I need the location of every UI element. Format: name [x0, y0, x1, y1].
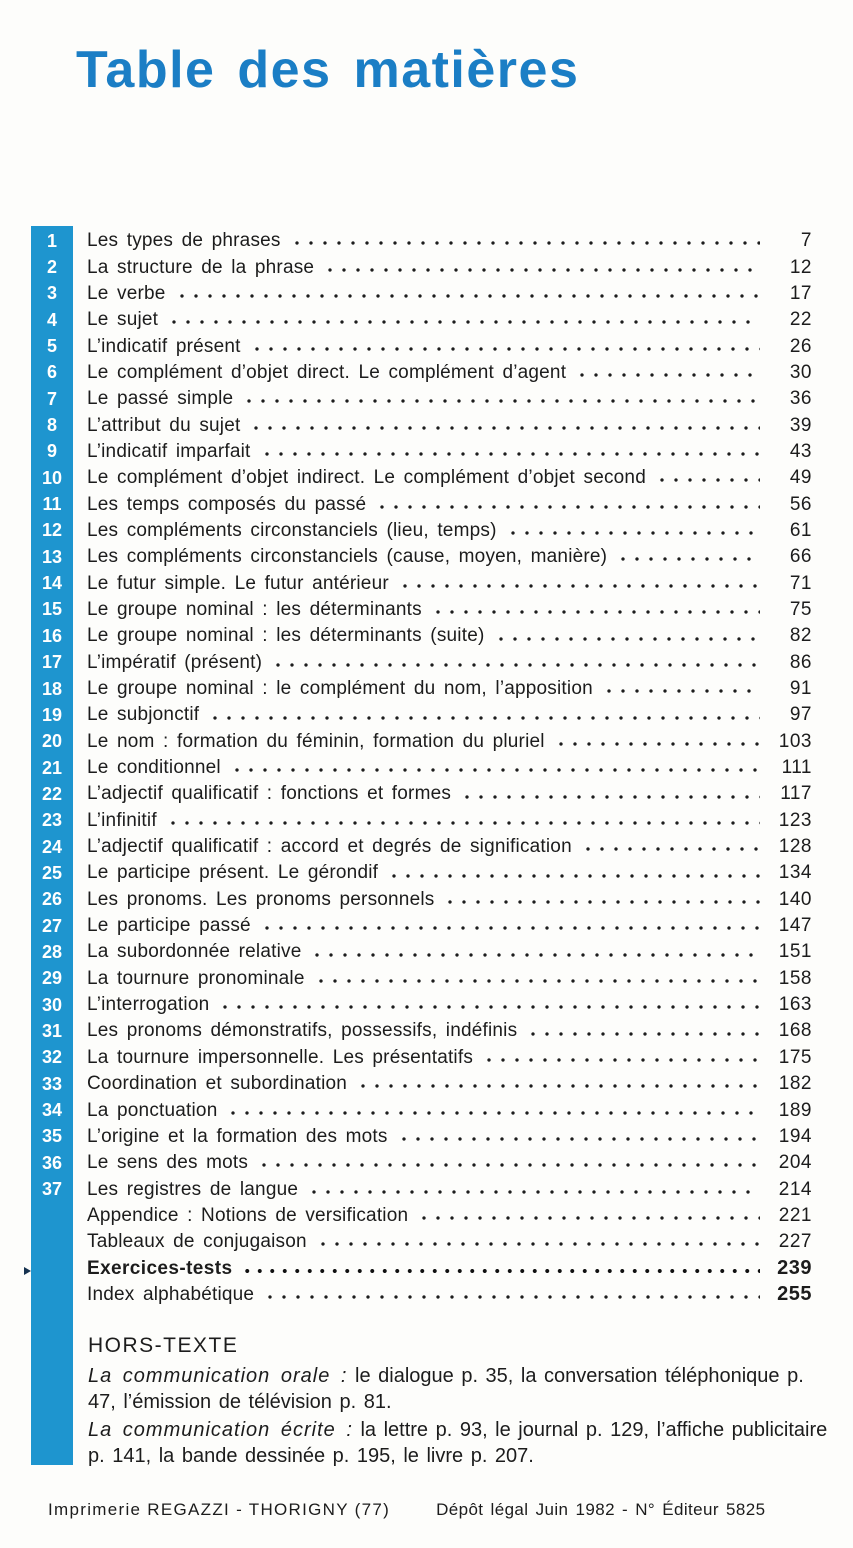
dot-leader [307, 1176, 760, 1202]
toc-row [31, 834, 812, 860]
dot-leader [314, 966, 760, 992]
toc-row [31, 570, 812, 596]
chapter-number-badge: 19 [41, 704, 63, 725]
chapter-number-badge: 31 [41, 1020, 63, 1041]
toc-row [31, 887, 812, 913]
marker-arrow-icon [24, 1267, 31, 1275]
chapter-number-badge: 18 [41, 678, 63, 699]
dot-leader [260, 439, 761, 465]
dot-leader [655, 465, 760, 491]
dot-leader [290, 228, 760, 254]
toc-row [31, 966, 812, 992]
toc-row [31, 254, 812, 280]
dot-leader [310, 939, 760, 965]
toc-entry-title: Le verbe [87, 282, 166, 304]
toc-page-number: 140 [778, 888, 812, 910]
dot-leader [260, 913, 760, 939]
toc-row [31, 518, 812, 544]
toc-entry-title: Les temps composés du passé [87, 493, 367, 515]
dot-leader [494, 623, 761, 649]
chapter-number-badge: 15 [41, 599, 63, 620]
dot-leader [323, 254, 760, 280]
toc-entry-title: Le complément d’objet indirect. Le complément d’objet second [87, 467, 646, 489]
toc-row [31, 439, 812, 465]
chapter-number-badge: 37 [41, 1179, 63, 1200]
toc-entry-title: Le sens des mots [87, 1152, 249, 1174]
chapter-number-badge: 11 [42, 494, 62, 515]
toc-row [31, 1282, 812, 1308]
toc-row [31, 1150, 812, 1176]
dot-leader [575, 360, 760, 386]
dot-leader [241, 1255, 760, 1281]
toc-entry-title: Coordination et subordination [87, 1073, 348, 1095]
dot-leader [356, 1071, 760, 1097]
toc-row [31, 1203, 812, 1229]
chapter-number-badge: 20 [41, 731, 63, 752]
dot-leader [175, 281, 760, 307]
toc-entry-title: L’indicatif présent [87, 335, 241, 357]
chapter-number-badge: 5 [46, 336, 57, 357]
toc-entry-title: La tournure impersonnelle. Les présentatifs [87, 1046, 474, 1068]
toc-row [31, 860, 812, 886]
dot-leader [257, 1150, 760, 1176]
toc-row [31, 491, 812, 517]
dot-leader [616, 544, 760, 570]
toc-row [31, 412, 812, 438]
toc-row [31, 1255, 812, 1281]
dot-leader [602, 676, 760, 702]
toc-entry-title: Le subjonctif [87, 704, 200, 726]
dot-leader [230, 755, 760, 781]
dot-leader [397, 1124, 760, 1150]
toc-entry-title: Le conditionnel [87, 757, 221, 779]
toc-page-number: 22 [789, 309, 812, 331]
dot-leader [226, 1097, 760, 1123]
toc-row [31, 1071, 812, 1097]
toc-row [31, 1176, 812, 1202]
toc-row [31, 1045, 812, 1071]
chapter-number-badge: 22 [41, 783, 63, 804]
chapter-number-badge: 14 [41, 573, 63, 594]
page-title: Table des matières [76, 41, 580, 99]
chapter-number-badge: 2 [46, 257, 57, 278]
toc-entry-title: L’impératif (présent) [87, 651, 263, 673]
toc-page-number: 221 [778, 1204, 812, 1226]
dot-leader [460, 781, 760, 807]
toc-entry-title: Le passé simple [87, 388, 234, 410]
dot-leader [316, 1229, 760, 1255]
toc-entry-title: Index alphabétique [87, 1283, 255, 1305]
toc-page-number: 163 [778, 994, 812, 1016]
toc-page-number: 182 [778, 1073, 812, 1095]
toc-entry-title: Les pronoms. Les pronoms personnels [87, 888, 435, 910]
toc-page-number: 97 [789, 704, 812, 726]
toc-row [31, 781, 812, 807]
chapter-number-badge: 24 [41, 836, 63, 857]
toc-page-number: 194 [778, 1125, 812, 1147]
toc-entry-title: Le groupe nominal : les déterminants [87, 598, 422, 620]
chapter-number-badge: 34 [41, 1100, 63, 1121]
chapter-number-badge: 12 [41, 520, 63, 541]
dot-leader [581, 834, 760, 860]
imprint-footer [48, 1500, 808, 1520]
toc-row [31, 307, 812, 333]
toc-row [31, 623, 812, 649]
dot-leader [482, 1045, 760, 1071]
toc-page-number: 66 [789, 546, 812, 568]
toc-page-number: 17 [789, 282, 812, 304]
toc-page-number: 123 [778, 809, 812, 831]
chapter-number-badge: 7 [46, 388, 57, 409]
toc-page-number: 39 [789, 414, 812, 436]
toc-row [31, 281, 812, 307]
toc-row [31, 755, 812, 781]
toc-row [31, 808, 812, 834]
toc-entry-title: L’interrogation [87, 994, 210, 1016]
toc-entry-title: Le complément d’objet direct. Le complément d’agent [87, 361, 567, 383]
toc-entry-title: La ponctuation [87, 1099, 218, 1121]
chapter-number-badge: 3 [46, 283, 57, 304]
toc-page-number: 111 [781, 757, 812, 779]
toc-page-number: 117 [780, 783, 812, 805]
hors-texte-ecrite [88, 1417, 830, 1469]
toc-entry-title: L’attribut du sujet [87, 414, 241, 436]
chapter-number-badge: 36 [41, 1152, 63, 1173]
toc-row [31, 333, 812, 359]
dot-leader [443, 887, 760, 913]
toc-row [31, 913, 812, 939]
toc-page-number: 147 [778, 915, 812, 937]
hors-texte-section [88, 1334, 830, 1471]
toc-page-number: 56 [789, 493, 812, 515]
toc-page-number: 86 [789, 651, 812, 673]
toc-page-number: 134 [778, 862, 812, 884]
chapter-number-badge: 6 [46, 362, 57, 383]
toc-entry-title: L’infinitif [87, 809, 157, 831]
toc-page-number: 168 [778, 1020, 812, 1042]
toc-entry-title: L’indicatif imparfait [87, 440, 251, 462]
toc-page-number: 151 [778, 941, 812, 963]
chapter-number-badge: 10 [41, 467, 63, 488]
chapter-number-badge: 29 [41, 968, 63, 989]
toc-page-number: 30 [789, 361, 812, 383]
toc-page-number: 61 [789, 519, 812, 541]
chapter-number-badge: 23 [41, 810, 63, 831]
toc-page-number: 189 [778, 1099, 812, 1121]
toc-page-number: 26 [789, 335, 812, 357]
dot-leader [554, 729, 760, 755]
chapter-number-badge: 35 [41, 1126, 63, 1147]
imprint-printer: Imprimerie REGAZZI - THORIGNY (77) [48, 1500, 391, 1519]
hors-texte-oral-text: le dialogue p. 35, la conversation téléphonique p. 47, l’émission de télévision p. 81. [88, 1365, 804, 1413]
toc-entry-title: Le groupe nominal : le complément du nom, l’apposition [87, 678, 593, 700]
toc-row [31, 465, 812, 491]
dot-leader [218, 992, 760, 1018]
toc-entry-title: L’adjectif qualificatif : fonctions et formes [87, 783, 452, 805]
chapter-number-badge: 32 [41, 1047, 63, 1068]
toc-page-number: 128 [778, 836, 812, 858]
toc-entry-title: Le groupe nominal : les déterminants (suite) [87, 625, 485, 647]
toc-row [31, 1229, 812, 1255]
chapter-number-badge: 30 [41, 994, 63, 1015]
chapter-number-badge: 17 [41, 652, 63, 673]
dot-leader [431, 597, 760, 623]
toc-page-number: 91 [789, 678, 812, 700]
toc-entry-title: Tableaux de conjugaison [87, 1231, 307, 1253]
chapter-number-badge: 8 [46, 415, 57, 436]
toc-entry-title: Appendice : Notions de versification [87, 1204, 409, 1226]
dot-leader [242, 386, 760, 412]
toc-entry-title: Le participe présent. Le gérondif [87, 862, 379, 884]
toc-entry-title: Le futur simple. Le futur antérieur [87, 572, 389, 594]
toc-page-number: 255 [777, 1283, 812, 1306]
dot-leader [250, 333, 760, 359]
chapter-number-badge: 33 [41, 1073, 63, 1094]
toc-entry-title: Le nom : formation du féminin, formation du pluriel [87, 730, 545, 752]
toc-page-number: 204 [778, 1152, 812, 1174]
toc-entry-title: Les registres de langue [87, 1178, 299, 1200]
chapter-number-badge: 9 [46, 441, 57, 462]
chapter-number-badge: 28 [41, 941, 63, 962]
chapter-number-badge: 27 [41, 915, 63, 936]
toc-row [31, 1097, 812, 1123]
toc-row [31, 702, 812, 728]
toc-page-number: 12 [789, 256, 812, 278]
chapter-number-badge: 25 [41, 862, 63, 883]
dot-leader [398, 570, 760, 596]
imprint-legal: Dépôt légal Juin 1982 - N° Éditeur 5825 [436, 1500, 766, 1519]
dot-leader [249, 412, 760, 438]
toc-entry-title: La tournure pronominale [87, 967, 305, 989]
chapter-number-badge: 1 [46, 230, 57, 251]
toc-page-number: 43 [789, 440, 812, 462]
toc-row [31, 650, 812, 676]
dot-leader [526, 1018, 760, 1044]
toc-page-number: 175 [778, 1046, 812, 1068]
toc-page-number: 227 [778, 1231, 812, 1253]
dot-leader [506, 518, 760, 544]
toc-page-number: 36 [789, 388, 812, 410]
toc-page-number: 7 [800, 230, 812, 252]
chapter-number-badge: 26 [41, 889, 63, 910]
toc-entry-title: Le sujet [87, 309, 159, 331]
toc-row [31, 386, 812, 412]
toc-page-number: 71 [789, 572, 812, 594]
toc-row [31, 676, 812, 702]
toc-entry-title: Les compléments circonstanciels (lieu, temps) [87, 519, 497, 541]
toc-entry-title: Le participe passé [87, 915, 251, 937]
dot-leader [271, 650, 760, 676]
toc-entry-title: La structure de la phrase [87, 256, 315, 278]
dot-leader [167, 307, 760, 333]
toc-page-number: 75 [789, 598, 812, 620]
toc-page-number: 239 [777, 1257, 812, 1280]
toc-row [31, 544, 812, 570]
toc-entry-title: La subordonnée relative [87, 941, 302, 963]
toc-page-number: 158 [778, 967, 812, 989]
hors-texte-oral [88, 1363, 830, 1415]
toc-row [31, 228, 812, 254]
chapter-number-badge: 4 [46, 309, 57, 330]
hors-texte-ecrite-lead: La communication écrite : [88, 1419, 353, 1441]
toc-row [31, 360, 812, 386]
chapter-number-badge: 13 [41, 546, 63, 567]
toc-row [31, 992, 812, 1018]
toc-page-number: 82 [789, 625, 812, 647]
chapter-number-badge: 16 [41, 625, 63, 646]
hors-texte-oral-lead: La communication orale : [88, 1365, 348, 1387]
toc-entry-title: Les types de phrases [87, 230, 281, 252]
toc-row [31, 1124, 812, 1150]
hors-texte-ecrite-text: la lettre p. 93, le journal p. 129, l’affiche publicitaire p. 141, la bande dessinée p. 195, le livre p. 207. [88, 1419, 828, 1467]
dot-leader [208, 702, 760, 728]
dot-leader [375, 491, 760, 517]
toc-page-number: 103 [778, 730, 812, 752]
dot-leader [417, 1203, 760, 1229]
dot-leader [166, 808, 760, 834]
toc-entry-title: Les compléments circonstanciels (cause, moyen, manière) [87, 546, 608, 568]
toc-row [31, 1018, 812, 1044]
toc-row [31, 597, 812, 623]
toc-entry-title: L’origine et la formation des mots [87, 1125, 388, 1147]
table-of-contents [31, 228, 812, 1308]
dot-leader [387, 860, 760, 886]
toc-page-number: 214 [778, 1178, 812, 1200]
chapter-number-badge: 21 [41, 757, 63, 778]
dot-leader [263, 1282, 760, 1308]
toc-entry-title: L’adjectif qualificatif : accord et degrés de signification [87, 836, 572, 858]
toc-row [31, 939, 812, 965]
toc-entry-title: Exercices-tests [87, 1257, 233, 1279]
toc-page-number: 49 [789, 467, 812, 489]
hors-texte-heading: HORS-TEXTE [88, 1334, 239, 1357]
toc-row [31, 729, 812, 755]
toc-entry-title: Les pronoms démonstratifs, possessifs, indéfinis [87, 1020, 518, 1042]
